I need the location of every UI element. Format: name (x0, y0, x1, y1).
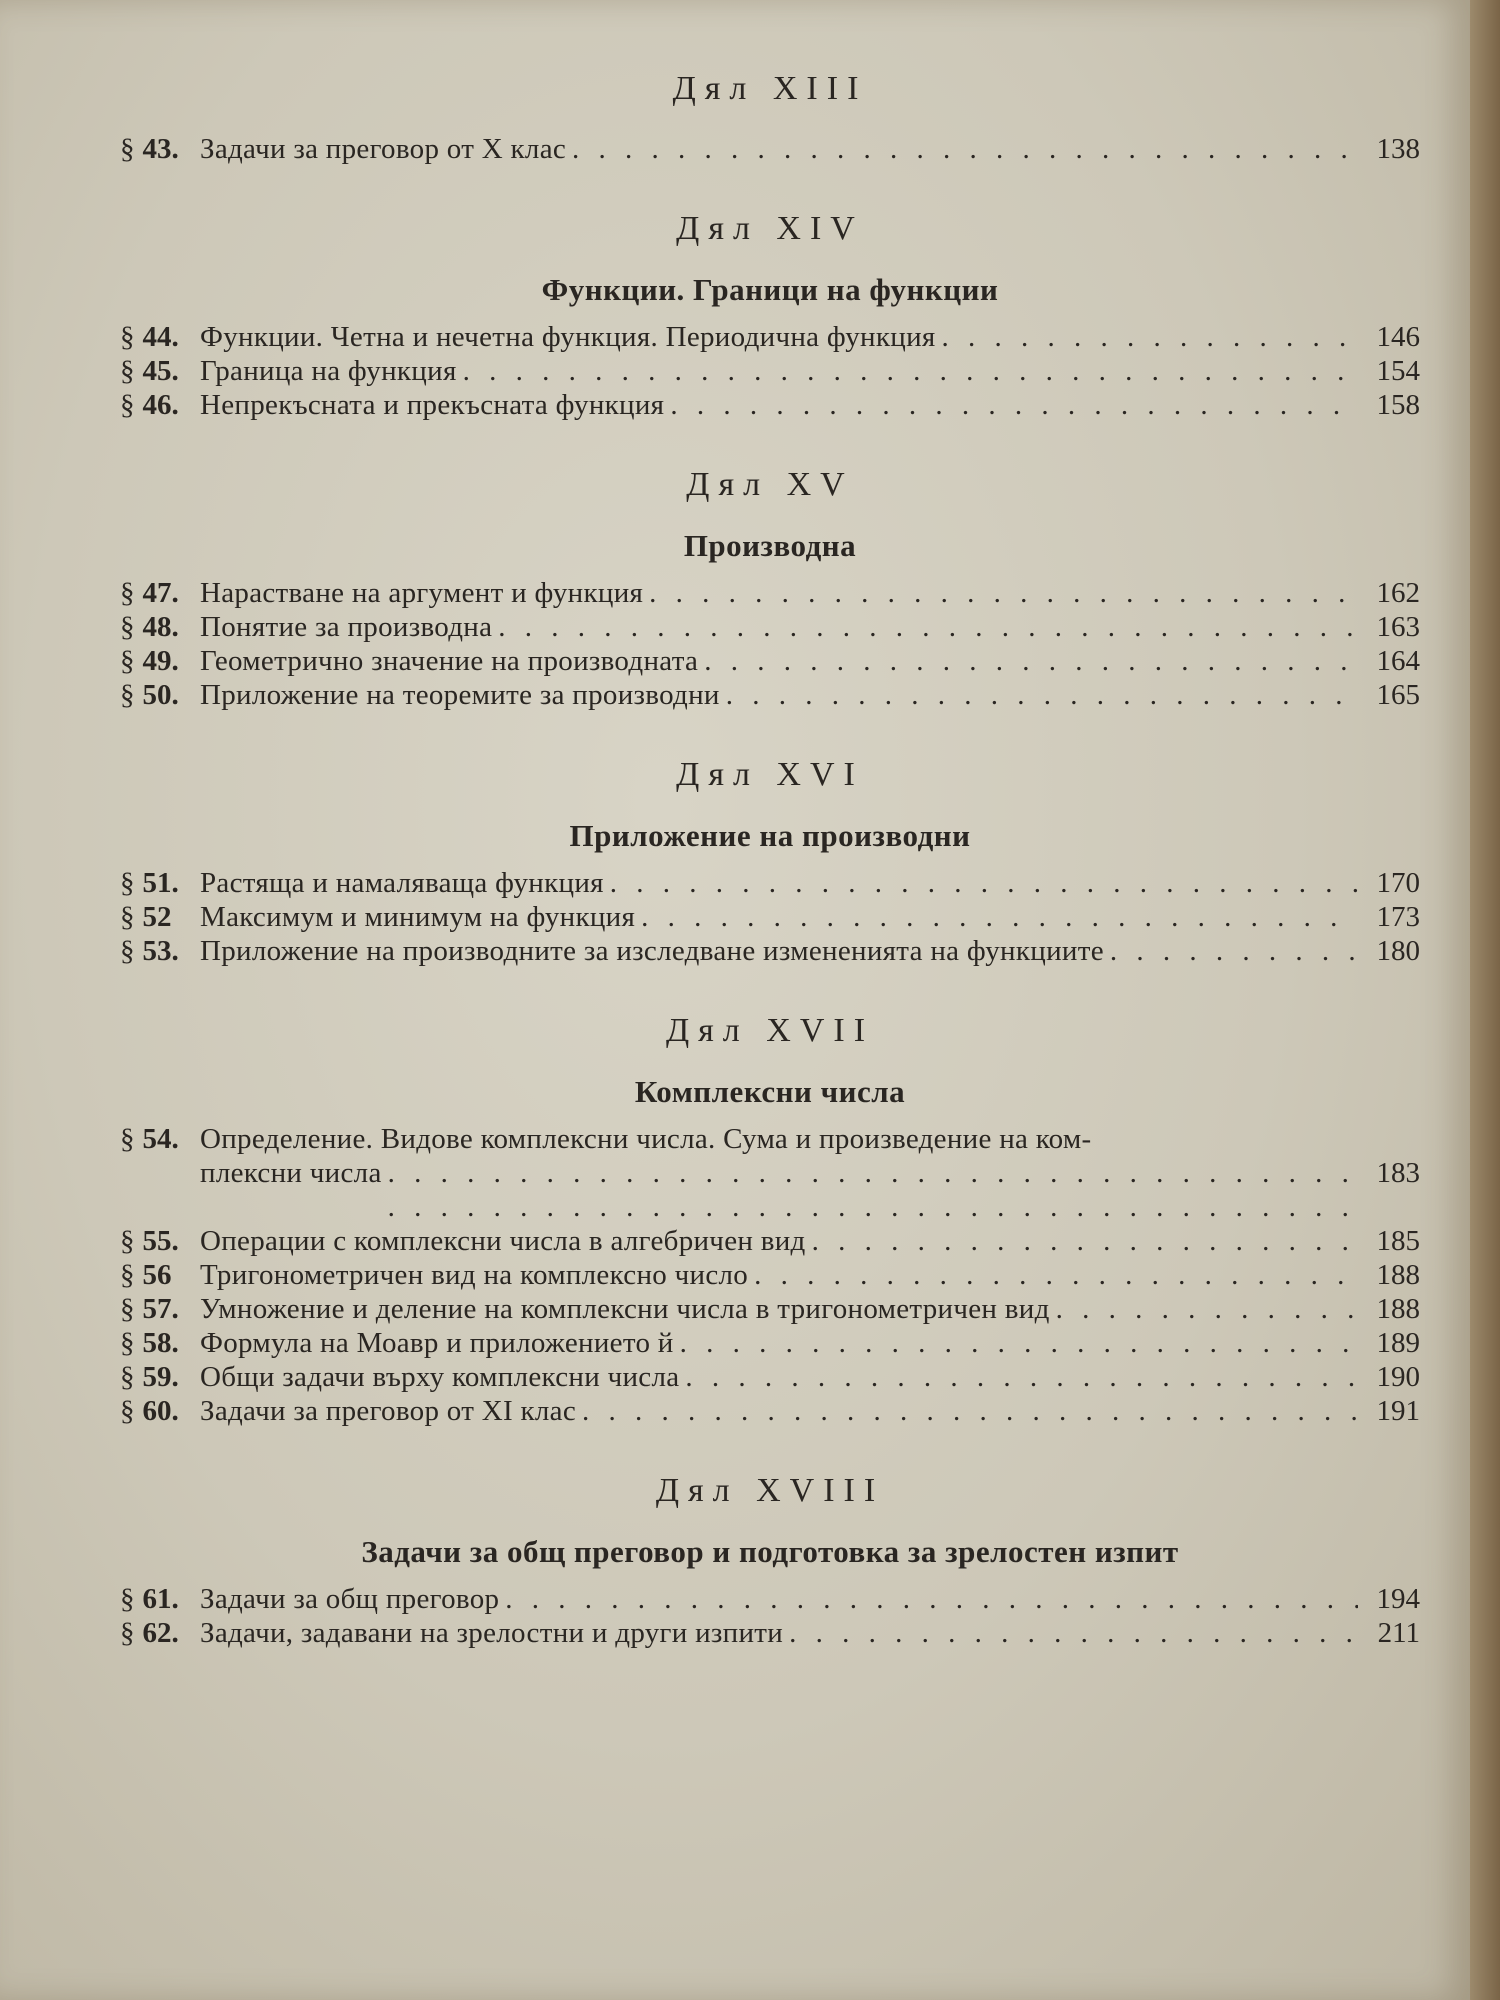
paragraph-number: § 47. (120, 577, 179, 609)
page-number: 191 (1376, 1395, 1420, 1427)
paragraph-number: § 61. (120, 1583, 179, 1615)
part-xiii (120, 70, 1420, 166)
part-title: Функции. Граници на функции (541, 272, 999, 307)
entry-title: Тригонометричен вид на комплексно число (200, 1259, 749, 1291)
toc-entry (120, 576, 1420, 610)
page-number: 162 (1376, 577, 1420, 609)
dot-leader (680, 1326, 1358, 1360)
toc-entry (120, 1326, 1420, 1360)
part-xiv (120, 210, 1420, 422)
toc-entry (120, 320, 1420, 354)
dot-leader (1110, 934, 1358, 968)
part-title: Задачи за общ преговор и подготовка за зрелостен изпит (361, 1534, 1179, 1569)
dot-leader (572, 132, 1358, 166)
page-number: 163 (1376, 611, 1420, 643)
paragraph-number: § 55. (120, 1225, 179, 1257)
entry-title: Задачи, задавани на зрелостни и други изпити (200, 1617, 784, 1649)
page-number: 154 (1376, 355, 1420, 387)
entry-title: Граница на функция (200, 355, 457, 387)
page-number: 194 (1376, 1583, 1420, 1615)
dot-leader (704, 644, 1358, 678)
page-number: 170 (1376, 867, 1420, 899)
part-heading: Дял XIII (672, 70, 868, 107)
part-heading: Дял XIV (676, 210, 864, 247)
dot-leader (1056, 1292, 1358, 1326)
paragraph-number: § 56 (120, 1259, 172, 1291)
page-number: 190 (1376, 1361, 1420, 1393)
toc-entry (120, 678, 1420, 712)
entry-title: Нарастване на аргумент и функция (200, 577, 644, 609)
dot-leader (641, 900, 1358, 934)
paragraph-number: § 50. (120, 679, 179, 711)
part-heading: Дял XV (686, 466, 854, 503)
page-number: 158 (1376, 389, 1420, 421)
paragraph-number: § 43. (120, 133, 179, 165)
paragraph-number: § 44. (120, 321, 179, 353)
dot-leader (388, 1156, 1358, 1224)
entry-title: Растяща и намаляваща функция (200, 867, 604, 899)
toc-entry (120, 1360, 1420, 1394)
dot-leader (789, 1616, 1358, 1650)
entry-title: Общи задачи върху комплексни числа (200, 1361, 680, 1393)
page-edge (1470, 0, 1500, 2000)
part-title: Производна (683, 528, 857, 563)
toc-entry (120, 934, 1420, 968)
toc-entry-continuation (120, 1156, 1420, 1224)
page-number: 211 (1377, 1617, 1420, 1649)
dot-leader (610, 866, 1358, 900)
dot-leader (812, 1224, 1358, 1258)
dot-leader (498, 610, 1358, 644)
entry-title: Приложение на производните за изследване измененията на функциите (200, 935, 1104, 967)
entry-title: Формула на Моавр и приложението й (200, 1327, 674, 1359)
entry-title: Умножение и деление на комплексни числа в тригонометричен вид (200, 1293, 1050, 1325)
entry-title: Задачи за преговор от X клас (200, 133, 567, 165)
toc-entry (120, 1258, 1420, 1292)
paragraph-number: § 51. (120, 867, 179, 899)
paragraph-number: § 59. (120, 1361, 179, 1393)
paragraph-number: § 58. (120, 1327, 179, 1359)
page-number: 146 (1376, 321, 1420, 353)
part-xvii (120, 1012, 1420, 1428)
dot-leader (685, 1360, 1358, 1394)
paragraph-number: § 60. (120, 1395, 179, 1427)
toc-entry (120, 1292, 1420, 1326)
paragraph-number: § 45. (120, 355, 179, 387)
toc-entry (120, 1394, 1420, 1428)
toc-entry (120, 866, 1420, 900)
toc-entry (120, 132, 1420, 166)
entry-title: Задачи за преговор от XI клас (200, 1395, 576, 1427)
paragraph-number: § 49. (120, 645, 179, 677)
dot-leader (463, 354, 1358, 388)
paragraph-number: § 52 (120, 901, 172, 933)
part-heading: Дял XVI (676, 756, 864, 793)
toc-entry (120, 610, 1420, 644)
paragraph-number: § 62. (120, 1617, 179, 1649)
toc-entry (120, 388, 1420, 422)
page-number: 180 (1376, 935, 1420, 967)
paragraph-number: § 57. (120, 1293, 179, 1325)
part-heading: Дял XVIII (655, 1472, 885, 1509)
entry-title: Геометрично значение на производната (200, 645, 699, 677)
entry-title: Операции с комплексни числа в алгебричен вид (200, 1225, 806, 1257)
entry-title: Приложение на теоремите за производни (200, 679, 720, 711)
entry-title: Понятие за производна (200, 611, 493, 643)
paragraph-number: § 53. (120, 935, 179, 967)
toc-entry (120, 1224, 1420, 1258)
entry-title: Определение. Видове комплексни числа. Сума и произведение на ком- (200, 1123, 1092, 1155)
page-number: 138 (1376, 133, 1420, 165)
dot-leader (670, 388, 1358, 422)
entry-title: Функции. Четна и нечетна функция. Периодична функция (200, 321, 936, 353)
dot-leader (649, 576, 1358, 610)
toc-entry (120, 1122, 1420, 1156)
page-number: 165 (1376, 679, 1420, 711)
paragraph-number: § 46. (120, 389, 179, 421)
page-number: 188 (1376, 1293, 1420, 1325)
part-xviii (120, 1472, 1420, 1650)
table-of-contents (120, 70, 1420, 1650)
entry-title: Максимум и минимум на функция (200, 901, 636, 933)
dot-leader (505, 1582, 1358, 1616)
toc-entry (120, 900, 1420, 934)
page-number: 183 (1376, 1157, 1420, 1189)
dot-leader (582, 1394, 1358, 1428)
part-title: Комплексни числа (634, 1074, 906, 1109)
dot-leader (726, 678, 1358, 712)
toc-entry (120, 354, 1420, 388)
entry-title: плексни числа (200, 1157, 382, 1189)
dot-leader (942, 320, 1358, 354)
toc-entry (120, 1616, 1420, 1650)
part-title: Приложение на производни (569, 818, 971, 853)
toc-entry (120, 1582, 1420, 1616)
dot-leader (754, 1258, 1358, 1292)
entry-title: Непрекъсната и прекъсната функция (200, 389, 665, 421)
page-number: 185 (1376, 1225, 1420, 1257)
part-xv (120, 466, 1420, 712)
page-number: 173 (1376, 901, 1420, 933)
entry-title: Задачи за общ преговор (200, 1583, 500, 1615)
paragraph-number: § 48. (120, 611, 179, 643)
part-xvi (120, 756, 1420, 968)
page-number: 189 (1376, 1327, 1420, 1359)
page-number: 188 (1376, 1259, 1420, 1291)
part-heading: Дял XVII (665, 1012, 875, 1049)
toc-entry (120, 644, 1420, 678)
page-number: 164 (1376, 645, 1420, 677)
paragraph-number: § 54. (120, 1123, 179, 1155)
